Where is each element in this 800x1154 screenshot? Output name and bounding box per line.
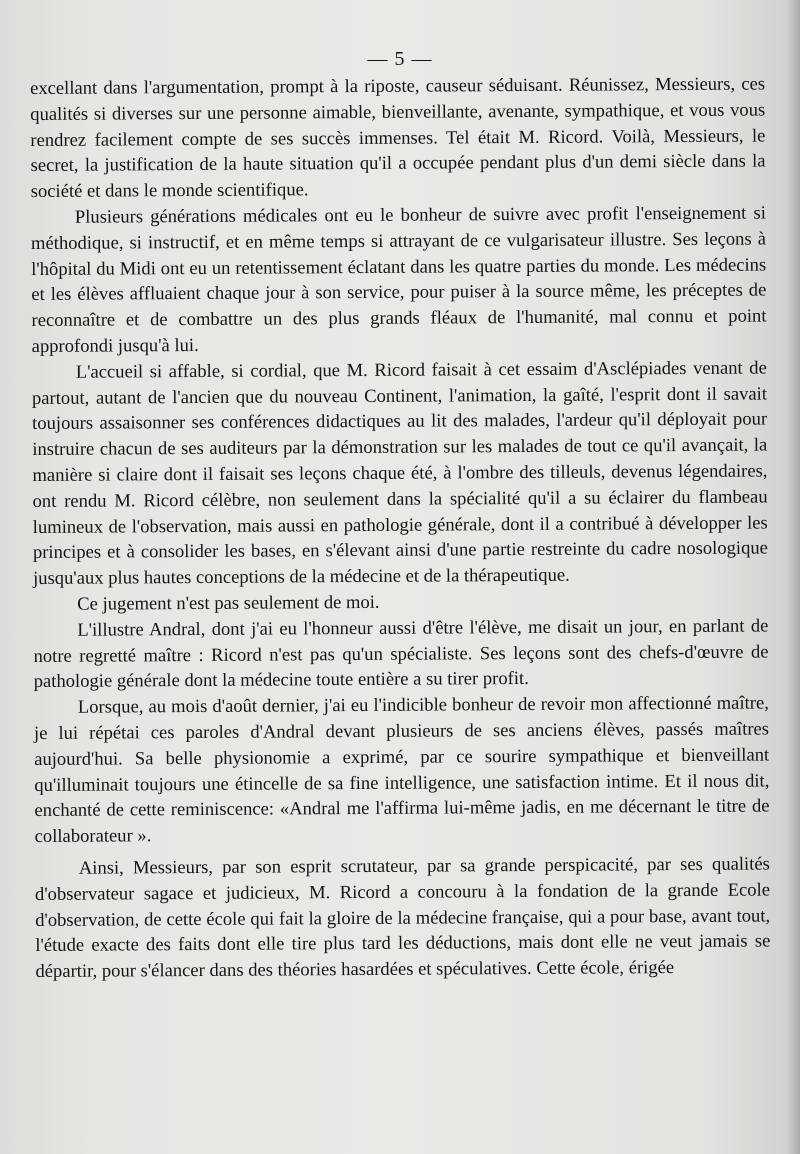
- paragraph-1: excellant dans l'argumentation, prompt à la riposte, causeur séduisant. Réunissez, Messieurs, ces qualités si diverses sur une personne aimable, bienveillante, avenante, sympathique, et vous vous rendrez facilement compte de ses succès immenses. Tel était M. Ricord. Voilà, Messieurs, le secret, la justification de la haute situation qu'il a occupée pendant plus d'un demi siècle dans la société et dans le monde scientifique.: [30, 73, 766, 203]
- paragraph-4: Ce jugement n'est pas seulement de moi.: [77, 591, 380, 615]
- paragraph-5: L'illustre Andral, dont j'ai eu l'honneur aussi d'être l'élève, me disait un jour, en parlant de notre regretté maître : Ricord n'est pas qu'un spécialiste. Ses leçons sont des chefs-d'œuvre de pathologie générale dont la médecine toute entière a su tirer profit.: [33, 615, 769, 693]
- body-text: [30, 72, 771, 985]
- paragraph-6: Lorsque, au mois d'août dernier, j'ai eu l'indicible bonheur de revoir mon affectionné maître, je lui répétai ces paroles d'Andral devant plusieurs de ses anciens élèves, passés maîtres aujourd'hui. Sa belle physionomie a exprimé, par ce sourire sympathique et bienveillant qu'illuminait toujours une étincelle de sa fine intelligence, une satisfaction intime. Et il nous dit, enchanté de cette reminiscence: «Andral me l'affirma lui-même jadis, en me décernant le titre de collaborateur ».: [33, 692, 770, 848]
- paragraph-7: Ainsi, Messieurs, par son esprit scrutateur, par sa grande perspicacité, par ses qualités d'observateur sagace et judicieux, M. Ricord a concouru à la fondation de la grande Ecole d'observation, de cette école qui fait la gloire de la médecine française, qui a pour base, avant tout, l'étude exacte des faits dont elle tire plus tard les déductions, mais dont elle ne veut jamais se départir, pour s'élancer dans des théories hasardées et spéculatives. Cette école, érigée: [34, 853, 771, 983]
- paragraph-3: L'accueil si affable, si cordial, que M. Ricord faisait à cet essaim d'Asclépiades venant de partout, autant de l'ancien que du nouveau Continent, l'animation, la gaîté, l'esprit dont il savait toujours assaisonner ses conférences didactiques au lit des malades, l'ardeur qu'il déployait pour instruire chacun de ses auditeurs par la démonstration sur les malades de tout ce qu'il avançait, la manière si claire dont il faisait ses leçons chaque été, à l'ombre des tilleuls, devenus légendaires, ont rendu M. Ricord célèbre, non seulement dans la spécialité qu'il a su éclairer du flambeau lumineux de l'observation, mais aussi en pathologie générale, dont il a contribué à développer les principes et à consolider les bases, en s'élevant ainsi d'une partie restreinte du cadre nosologique jusqu'aux plus hautes conceptions de la médecine et de la thérapeutique.: [31, 357, 768, 590]
- page-edge-shadow: [786, 0, 800, 1154]
- paragraph-2: Plusieurs générations médicales ont eu le bonheur de suivre avec profit l'enseignement si méthodique, si instructif, et en même temps si attrayant de ce vulgarisateur illustre. Ses leçons à l'hôpital du Midi ont eu un retentissement éclatant dans les quatre parties du monde. Les médecins et les élèves affluaient chaque jour à son service, pour puiser à la source même, les préceptes de reconnaître et de combattre un des plus grands fléaux de l'humanité, mal connu et point approfondi jusqu'à lui.: [30, 202, 767, 357]
- page-number: — 5 —: [367, 48, 433, 70]
